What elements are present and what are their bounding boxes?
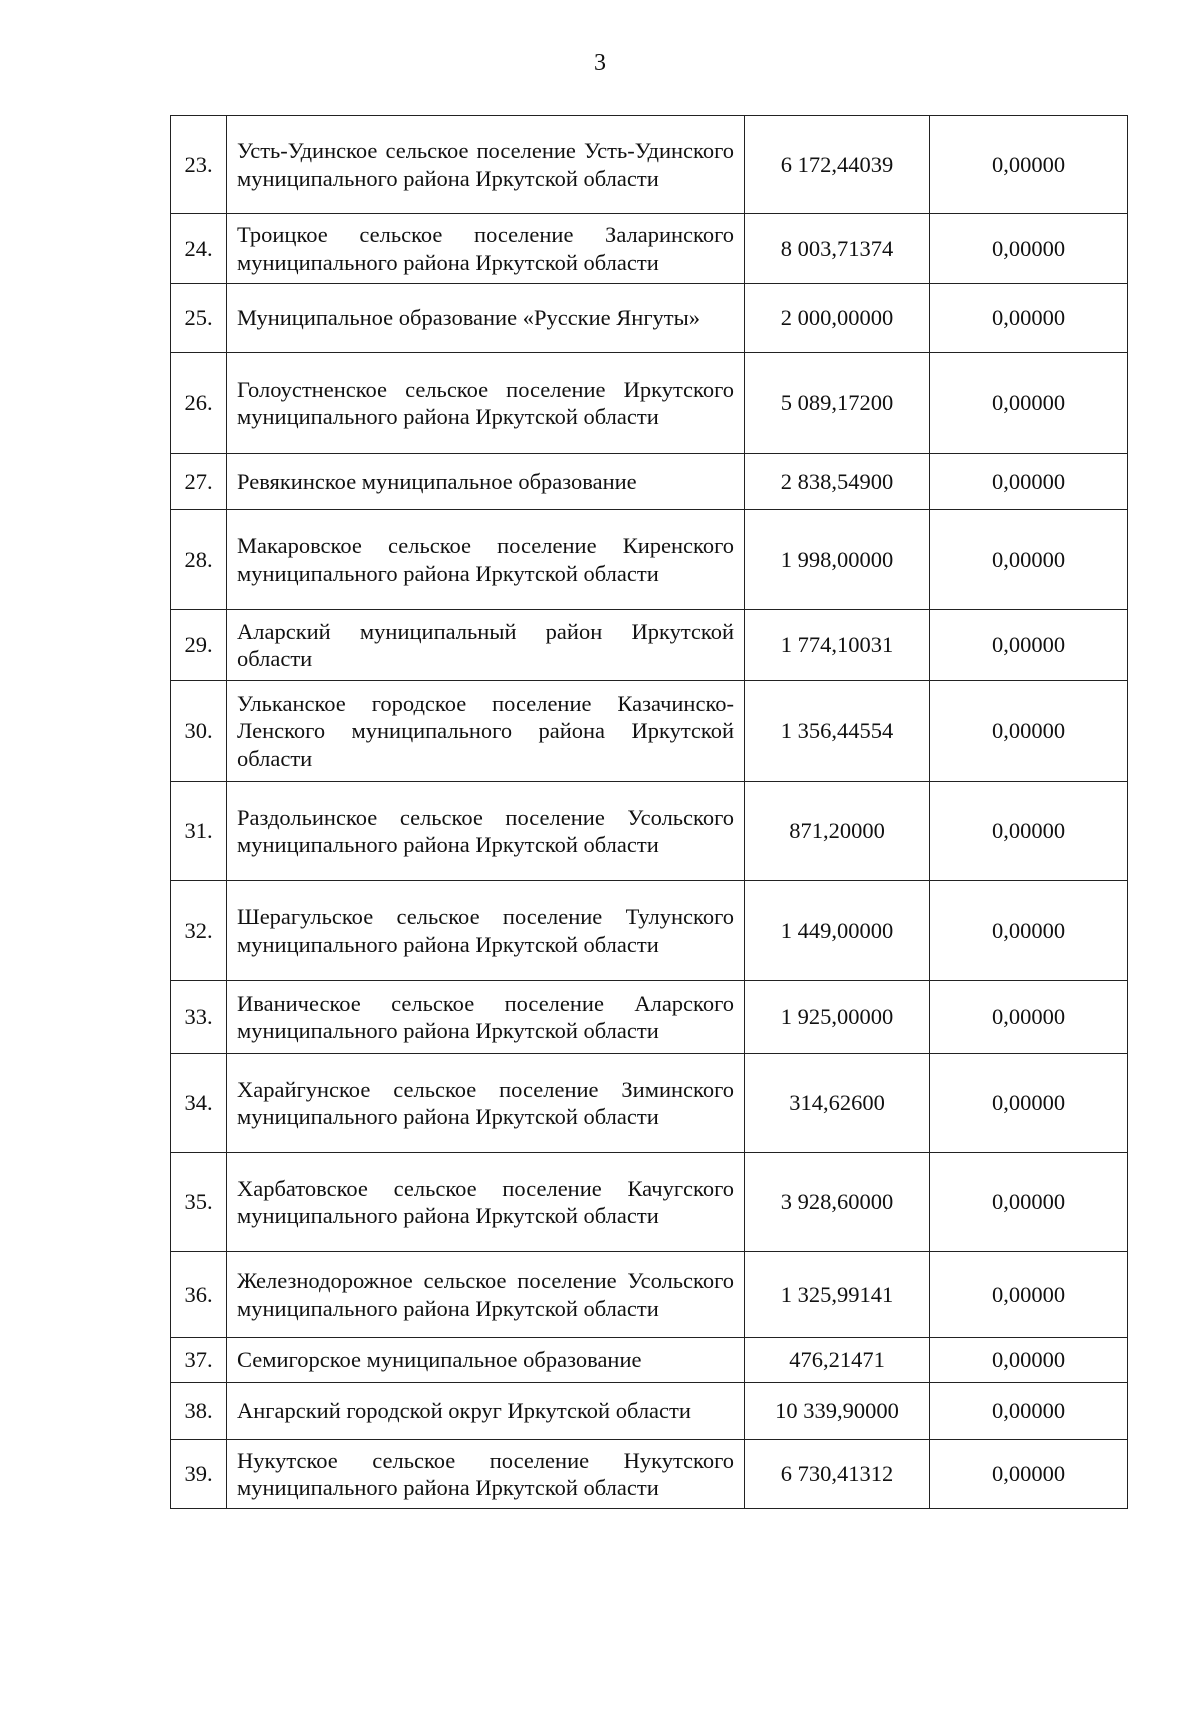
municipality-name: Шерагульское сельское поселение Тулунского муниципального района Иркутской области <box>227 881 745 981</box>
amount-cell: 1 774,10031 <box>745 610 930 681</box>
value-cell: 0,00000 <box>930 510 1128 610</box>
value-cell: 0,00000 <box>930 610 1128 681</box>
table-row <box>171 981 1128 1054</box>
municipality-name: Нукутское сельское поселение Нукутского муниципального района Иркутской области <box>227 1440 745 1509</box>
row-number: 24. <box>171 214 227 284</box>
row-number: 33. <box>171 981 227 1054</box>
amount-cell: 1 998,00000 <box>745 510 930 610</box>
value-cell: 0,00000 <box>930 1054 1128 1153</box>
table-row <box>171 284 1128 353</box>
row-number: 36. <box>171 1252 227 1338</box>
amount-cell: 3 928,60000 <box>745 1153 930 1252</box>
amount-cell: 1 925,00000 <box>745 981 930 1054</box>
row-number: 27. <box>171 454 227 510</box>
municipality-name: Харайгунское сельское поселение Зиминского муниципального района Иркутской области <box>227 1054 745 1153</box>
amount-cell: 10 339,90000 <box>745 1383 930 1440</box>
value-cell: 0,00000 <box>930 454 1128 510</box>
table-row <box>171 510 1128 610</box>
row-number: 23. <box>171 116 227 214</box>
municipality-name: Аларский муниципальный район Иркутской области <box>227 610 745 681</box>
value-cell: 0,00000 <box>930 681 1128 782</box>
row-number: 29. <box>171 610 227 681</box>
row-number: 28. <box>171 510 227 610</box>
municipality-name: Семигорское муниципальное образование <box>227 1338 745 1383</box>
table-row <box>171 1338 1128 1383</box>
table-row <box>171 454 1128 510</box>
municipality-name: Иваническое сельское поселение Аларского муниципального района Иркутской области <box>227 981 745 1054</box>
municipality-name: Муниципальное образование «Русские Янгуты» <box>227 284 745 353</box>
value-cell: 0,00000 <box>930 881 1128 981</box>
table-row <box>171 782 1128 881</box>
table-row <box>171 116 1128 214</box>
value-cell: 0,00000 <box>930 284 1128 353</box>
amount-cell: 6 730,41312 <box>745 1440 930 1509</box>
value-cell: 0,00000 <box>930 353 1128 454</box>
value-cell: 0,00000 <box>930 214 1128 284</box>
municipality-name: Голоустненское сельское поселение Иркутского муниципального района Иркутской области <box>227 353 745 454</box>
row-number: 31. <box>171 782 227 881</box>
row-number: 32. <box>171 881 227 981</box>
table-row <box>171 1440 1128 1509</box>
value-cell: 0,00000 <box>930 981 1128 1054</box>
value-cell: 0,00000 <box>930 1153 1128 1252</box>
table-row <box>171 1383 1128 1440</box>
amount-cell: 2 838,54900 <box>745 454 930 510</box>
amount-cell: 6 172,44039 <box>745 116 930 214</box>
amount-cell: 1 449,00000 <box>745 881 930 981</box>
amount-cell: 476,21471 <box>745 1338 930 1383</box>
municipality-name: Ревякинское муниципальное образование <box>227 454 745 510</box>
value-cell: 0,00000 <box>930 1440 1128 1509</box>
table-row <box>171 353 1128 454</box>
value-cell: 0,00000 <box>930 1338 1128 1383</box>
municipality-name: Ангарский городской округ Иркутской области <box>227 1383 745 1440</box>
table-row <box>171 1153 1128 1252</box>
amount-cell: 8 003,71374 <box>745 214 930 284</box>
row-number: 37. <box>171 1338 227 1383</box>
row-number: 26. <box>171 353 227 454</box>
amount-cell: 1 356,44554 <box>745 681 930 782</box>
page-number: 3 <box>594 50 606 76</box>
municipality-name: Ульканское городское поселение Казачинско-Ленского муниципального района Иркутской области <box>227 681 745 782</box>
municipality-name: Железнодорожное сельское поселение Усольского муниципального района Иркутской области <box>227 1252 745 1338</box>
row-number: 35. <box>171 1153 227 1252</box>
amount-cell: 871,20000 <box>745 782 930 881</box>
amount-cell: 314,62600 <box>745 1054 930 1153</box>
municipality-name: Макаровское сельское поселение Киренского муниципального района Иркутской области <box>227 510 745 610</box>
value-cell: 0,00000 <box>930 116 1128 214</box>
row-number: 34. <box>171 1054 227 1153</box>
table-row <box>171 610 1128 681</box>
row-number: 25. <box>171 284 227 353</box>
municipality-name: Харбатовское сельское поселение Качугского муниципального района Иркутской области <box>227 1153 745 1252</box>
municipality-name: Троицкое сельское поселение Заларинского муниципального района Иркутской области <box>227 214 745 284</box>
table-row <box>171 1054 1128 1153</box>
row-number: 39. <box>171 1440 227 1509</box>
row-number: 30. <box>171 681 227 782</box>
amount-cell: 2 000,00000 <box>745 284 930 353</box>
row-number: 38. <box>171 1383 227 1440</box>
table-row <box>171 214 1128 284</box>
municipality-name: Усть-Удинское сельское поселение Усть-Удинского муниципального района Иркутской области <box>227 116 745 214</box>
amount-cell: 1 325,99141 <box>745 1252 930 1338</box>
municipality-name: Раздольинское сельское поселение Усольского муниципального района Иркутской области <box>227 782 745 881</box>
value-cell: 0,00000 <box>930 1383 1128 1440</box>
table-row <box>171 1252 1128 1338</box>
value-cell: 0,00000 <box>930 1252 1128 1338</box>
table-row <box>171 881 1128 981</box>
value-cell: 0,00000 <box>930 782 1128 881</box>
amount-cell: 5 089,17200 <box>745 353 930 454</box>
allocation-table <box>170 115 1128 1509</box>
table-row <box>171 681 1128 782</box>
